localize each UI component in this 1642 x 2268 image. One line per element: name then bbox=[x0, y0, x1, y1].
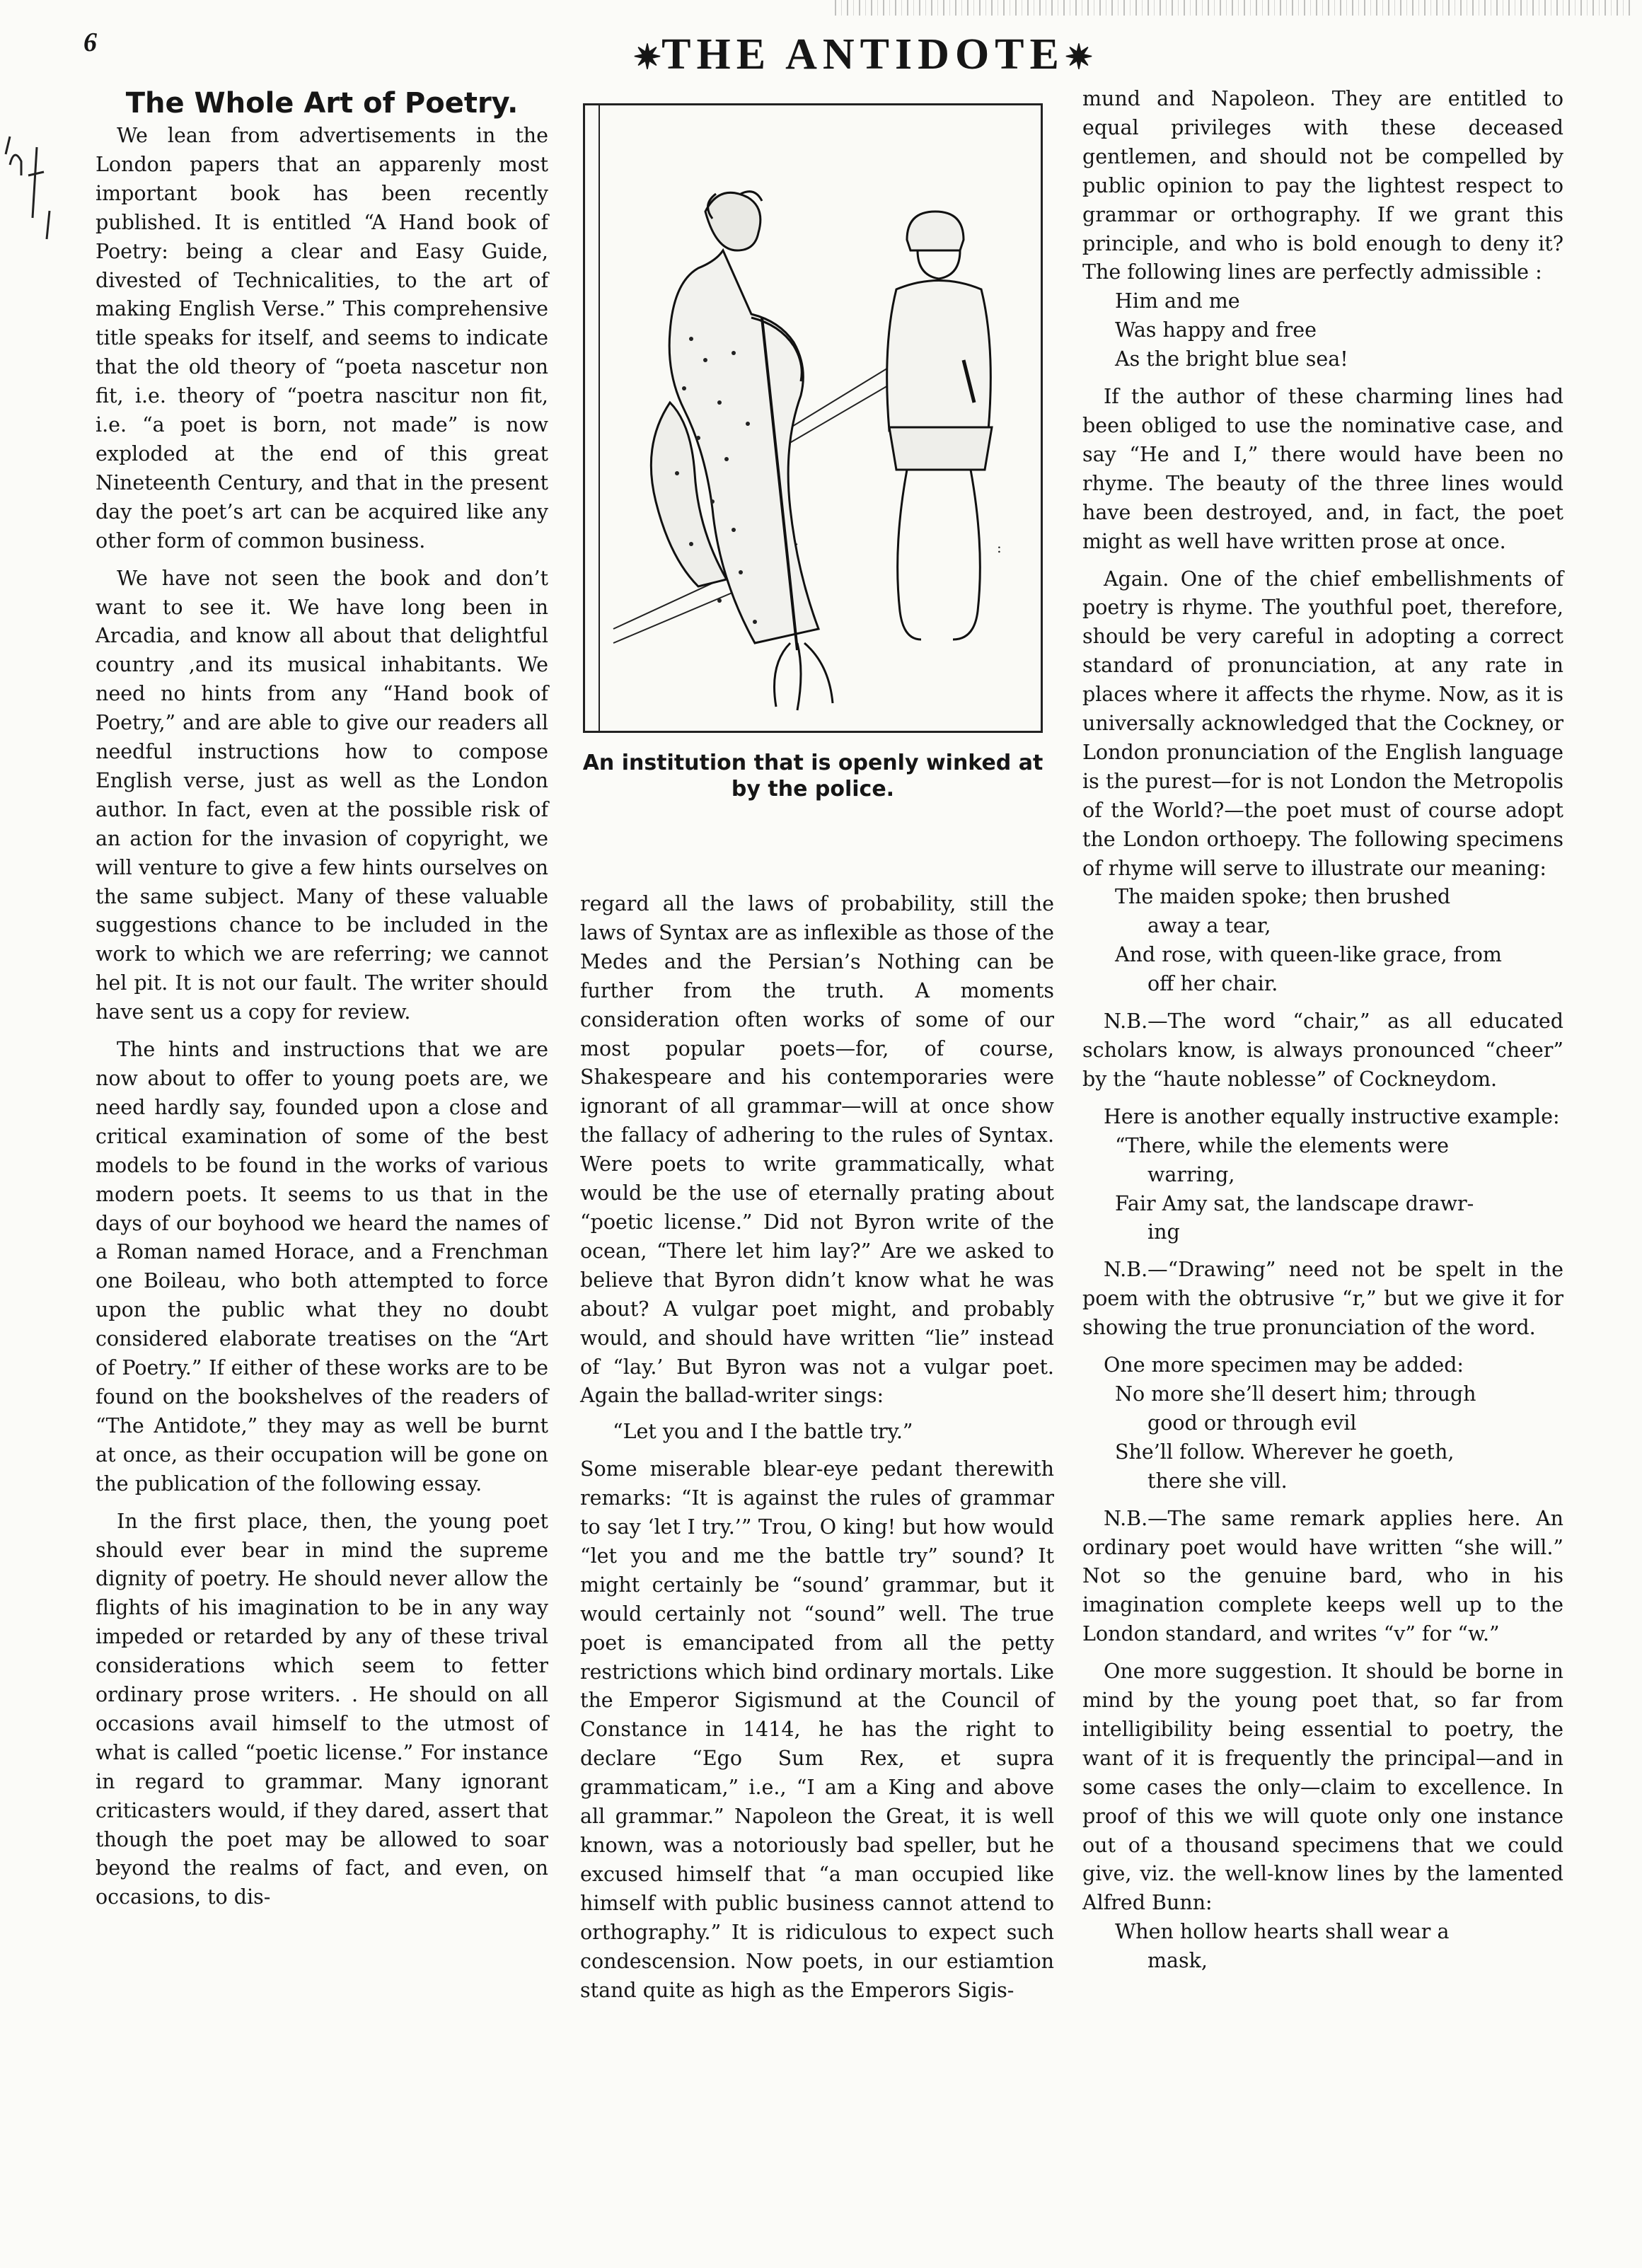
masthead-ornament-right-icon: ✷ bbox=[1064, 39, 1094, 76]
column-1 bbox=[96, 85, 548, 1912]
paragraph: One more specimen may be added: bbox=[1104, 1353, 1464, 1377]
handwritten-margin-mark-icon bbox=[0, 133, 78, 253]
verse-continuation: ing bbox=[1147, 1220, 1180, 1244]
paragraph: Here is another equally instructive example: bbox=[1104, 1104, 1560, 1128]
verse-line: Was happy and free bbox=[1115, 318, 1317, 342]
paragraph: In the first place, then, the young poet should ever bear in mind the supreme dignity of poetry. He should never allow the flights of his imagination to be in any way impeded or retarded by any of these trival considerations which seem to fetter ordinary prose writers. . He should on all occasions avail himself to the utmost of what is called “poetic license.” For instance in regard to grammar. Many ignorant criticasters would, if they dared, assert that though the poet may be allowed to soar beyond the realms of fact, and even, on occasions, to dis- bbox=[96, 1509, 548, 1909]
verse-continuation: mask, bbox=[1147, 1949, 1208, 1973]
verse-line: “Let you and I the battle try.” bbox=[613, 1420, 913, 1444]
paragraph: One more suggestion. It should be borne in mind by the young poet that, so far from intelligibility being essential to poetry, the want of it is frequently the principal—and in some cases the only—claim to excellence. In proof of this we will quote only one instance out of a thousand specimens that we could give, viz. the well-know lines by the lamented Alfred Bunn: bbox=[1082, 1660, 1563, 1915]
paragraph: If the author of these charming lines had been obliged to use the nominative case, and say “He and I,” there would have been no rhyme. The beauty of the three lines would have been destroyed, and, in fact, the poet might as well have written prose at once. bbox=[1082, 385, 1563, 553]
paragraph: We lean from advertisements in the London papers that an apparenly most important book has been recently published. It is entitled “A Hand book of Poetry: being a clear and Easy Guide, divested of Technicalities, to the art of making English Verse.” This comprehensive title speaks for itself, and seems to indicate that the old theory of “poeta nascetur non fit, i.e. theory of “poetra nascitur non fit, i.e. “a poet is born, not made” is now exploded at the end of this great Nineteenth Century, and that in the present day the poet’s art can be acquired like any other form of common business. bbox=[96, 124, 548, 552]
verse-line: As the bright blue sea! bbox=[1115, 347, 1348, 371]
verse-line bbox=[1082, 1438, 1563, 1496]
verse-text: The maiden spoke; then brushed bbox=[1115, 885, 1451, 909]
column-3 bbox=[1082, 85, 1563, 1976]
verse-continuation: warring, bbox=[1147, 1162, 1235, 1186]
verse-line: Him and me bbox=[1115, 289, 1240, 313]
illustration-caption: An institution that is openly winked at by the police. bbox=[582, 751, 1043, 802]
paragraph: We have not seen the book and don’t want to see it. We have long been in Arcadia, and know all about that delightful country ,and its musical inhabitants. We need no hints from any “Hand book of Poetry,” and are able to give our readers all needful instructions how to compose English verse, just as well as the London author. In fact, even at the possible risk of an action for the invasion of copyright, we will venture to give a few hints ourselves on the same subject. Many of these valuable suggestions chance to be included in the work to which we are referring; we cannot hel pit. It is not our fault. The writer should have sent us a copy for review. bbox=[96, 566, 548, 1024]
paragraph: mund and Napoleon. They are entitled to equal privileges with these deceased gentlemen, and should not be compelled by public opinion to pay the lightest respect to grammar or orthography. If we grant this principle, and who is bold enough to deny it? The following lines are perfectly admissible : bbox=[1082, 87, 1563, 284]
paragraph: N.B.—The word “chair,” as all educated scholars know, is always pronounced “cheer” by the “haute noblesse” of Cockneydom. bbox=[1082, 1009, 1563, 1091]
verse-text: And rose, with queen-like grace, from bbox=[1115, 943, 1502, 967]
paragraph: N.B.—The same remark applies here. An ordinary poet would have written “she will.” Not so the genuine bard, who in his imagination complete keeps well up to the London standard, and writes “v” for “w.” bbox=[1082, 1506, 1563, 1646]
verse-line bbox=[1082, 941, 1563, 999]
paragraph: Some miserable blear-eye pedant therewith remarks: “It is against the rules of grammar to say ‘let I try.’” Trou, O king! but how would “let you and me the battle try” sound? It might certainly be “sound’ grammar, but it would certainly not “sound” well. The true poet is emancipated from all the petty restrictions which bind ordinary mortals. Like the Emperor Sigismund at the Council of Constance in 1414, he has the right to declare “Ego Sum Rex, et supra grammaticam,” i.e., “I am a King and above all grammar.” Napoleon the Great, it is well known, was a notoriously bad speller, but he excused himself that “a man occupied like himself with public business cannot attend to orthography.” It is ridiculous to expect such condescension. Now poets, in our estiamtion stand quite as high as the Emperors Sigis- bbox=[580, 1457, 1054, 2002]
verse-text: She’ll follow. Wherever he goeth, bbox=[1115, 1440, 1455, 1464]
paragraph: The hints and instructions that we are now about to offer to young poets are, we need hardly say, founded upon a close and critical examination of some of the best models to be found in the works of various modern poets. It seems to us that in the days of our boyhood we heard the names of a Roman named Horace, and a Frenchman one Boileau, who both attempted to force upon the public what they no doubt considered elaborate treatises on the “Art of Poetry.” If either of these works are to be found on the bookshelves of the readers of “The Antidote,” they may as well be burnt at once, as their occupation will be gone on the publication of the following essay. bbox=[96, 1038, 548, 1495]
verse-line bbox=[1082, 1380, 1563, 1438]
svg-text::: : bbox=[997, 539, 1002, 556]
article-title: The Whole Art of Poetry. bbox=[125, 87, 519, 120]
verse-text: “There, while the elements were bbox=[1115, 1133, 1450, 1157]
verse-line bbox=[1082, 1190, 1563, 1248]
paragraph: N.B.—“Drawing” need not be spelt in the poem with the obtrusive “r,” but we give it for showing the true pronunciation of the word. bbox=[1082, 1258, 1563, 1340]
column-2 bbox=[580, 85, 1054, 2207]
verse-text: Fair Amy sat, the landscape drawr- bbox=[1115, 1191, 1474, 1215]
verse-continuation: off her chair. bbox=[1147, 972, 1278, 996]
masthead-ornament-left-icon: ✷ bbox=[632, 39, 662, 76]
verse-text: No more she’ll desert him; through bbox=[1115, 1382, 1476, 1406]
verse-line bbox=[1082, 1132, 1563, 1190]
page-number: 6 bbox=[83, 28, 97, 57]
verse-line bbox=[1082, 1918, 1563, 1976]
verse-continuation: good or through evil bbox=[1147, 1411, 1357, 1435]
paragraph: Again. One of the chief embellishments of poetry is rhyme. The youthful poet, therefore, should be very careful in adopting a correct standard of pronunciation, at any rate in places where it affects the rhyme. Now, as it is universally acknowledged that the Cockney, or London pronunciation of the English language is the purest—for is not London the Metropolis of the World?—the poet must of course adopt the London orthoepy. The following specimens of rhyme will serve to illustrate our meaning: bbox=[1082, 567, 1563, 880]
verse-text: When hollow hearts shall wear a bbox=[1115, 1920, 1450, 1944]
masthead bbox=[608, 30, 1118, 79]
paragraph: regard all the laws of probability, still the laws of Syntax are as inflexible as those of the Medes and the Persian’s Nothing can be further from the truth. A moments consideration often works of some of our most popular poets—for, of course, Shakespeare and his contemporaries were ignorant of all grammar—will at once show the fallacy of adhering to the rules of Syntax. Were poets to write grammatically, what would be the use of eternally prating about “poetic license.” Did not Byron write of the ocean, “There let him lay?” Are we asked to believe that Byron didn’t know what he was about? A vulgar poet might, and probably would, and should have written “lie” instead of “lay.’ But Byron was not a vulgar poet. Again the ballad-writer sings: bbox=[580, 892, 1054, 1408]
top-edge-speckle bbox=[835, 0, 1634, 16]
verse-line bbox=[1082, 883, 1563, 941]
verse-continuation: there she vill. bbox=[1147, 1469, 1288, 1493]
verse-continuation: away a tear, bbox=[1147, 914, 1271, 938]
masthead-title: THE ANTIDOTE bbox=[661, 30, 1065, 79]
